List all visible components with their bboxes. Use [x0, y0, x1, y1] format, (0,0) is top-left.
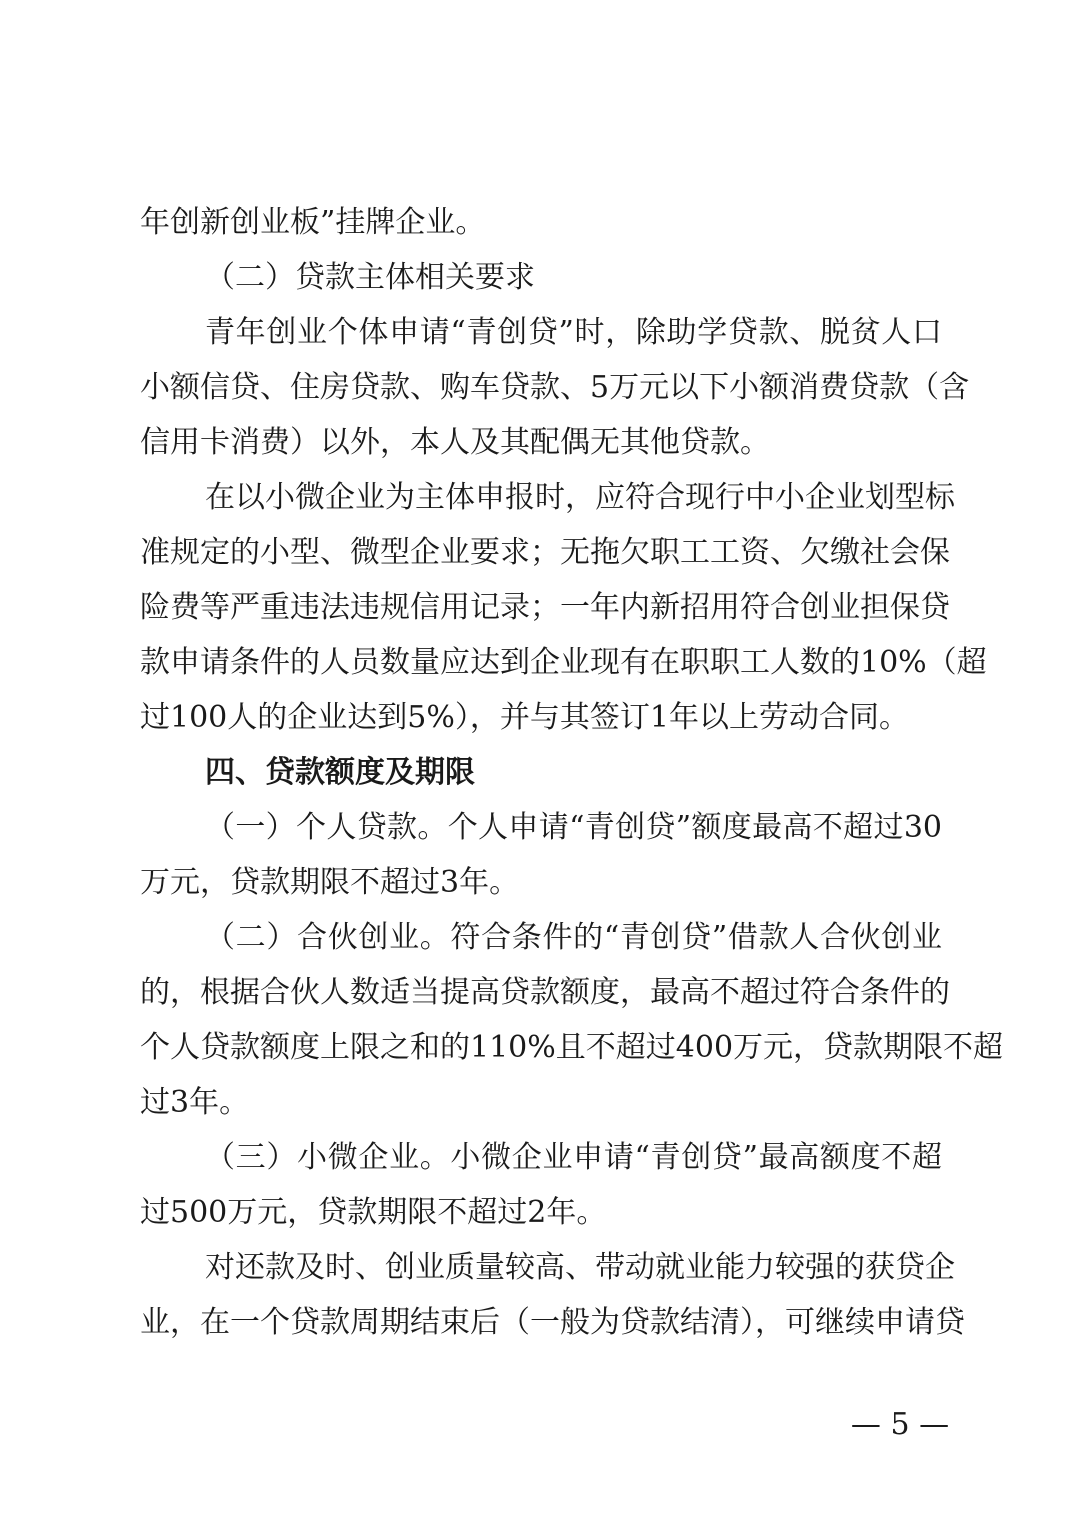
paragraph-line: 准规定的小型、微型企业要求；无拖欠职工工资、欠缴社会保 — [140, 535, 950, 570]
paragraph-line: 对还款及时、创业质量较高、带动就业能力较强的获贷企 — [205, 1250, 955, 1285]
paragraph-line: 年创新创业板”挂牌企业。 — [140, 205, 486, 240]
paragraph-line: 过3年。 — [140, 1085, 250, 1120]
paragraph-line: 过500万元，贷款期限不超过2年。 — [140, 1195, 607, 1230]
paragraph-line: （一）个人贷款。个人申请“青创贷”额度最高不超过30 — [205, 810, 942, 845]
paragraph-line: （二）合伙创业。符合条件的“青创贷”借款人合伙创业 — [205, 920, 942, 955]
paragraph-line: 的，根据合伙人数适当提高贷款额度，最高不超过符合条件的 — [140, 975, 950, 1010]
paragraph-line: 青年创业个体申请“青创贷”时，除助学贷款、脱贫人口 — [205, 315, 942, 350]
subsection-heading: （二）贷款主体相关要求 — [205, 260, 535, 295]
paragraph-line: 万元，贷款期限不超过3年。 — [140, 865, 520, 900]
section-heading: 四、贷款额度及期限 — [205, 755, 475, 790]
paragraph-line: 在以小微企业为主体申报时，应符合现行中小企业划型标 — [205, 480, 955, 515]
paragraph-line: 小额信贷、住房贷款、购车贷款、5万元以下小额消费贷款（含 — [140, 370, 970, 405]
paragraph-line: 款申请条件的人员数量应达到企业现有在职职工人数的10%（超 — [140, 645, 987, 680]
paragraph-line: 险费等严重违法违规信用记录；一年内新招用符合创业担保贷 — [140, 590, 950, 625]
paragraph-line: （三）小微企业。小微企业申请“青创贷”最高额度不超 — [205, 1140, 942, 1175]
page-number: — 5 — — [850, 1407, 950, 1442]
paragraph-line: 业，在一个贷款周期结束后（一般为贷款结清），可继续申请贷 — [140, 1305, 965, 1340]
paragraph-line: 信用卡消费）以外，本人及其配偶无其他贷款。 — [140, 425, 770, 460]
paragraph-line: 个人贷款额度上限之和的110%且不超过400万元，贷款期限不超 — [140, 1030, 1004, 1065]
paragraph-line: 过100人的企业达到5%），并与其签订1年以上劳动合同。 — [140, 700, 909, 735]
